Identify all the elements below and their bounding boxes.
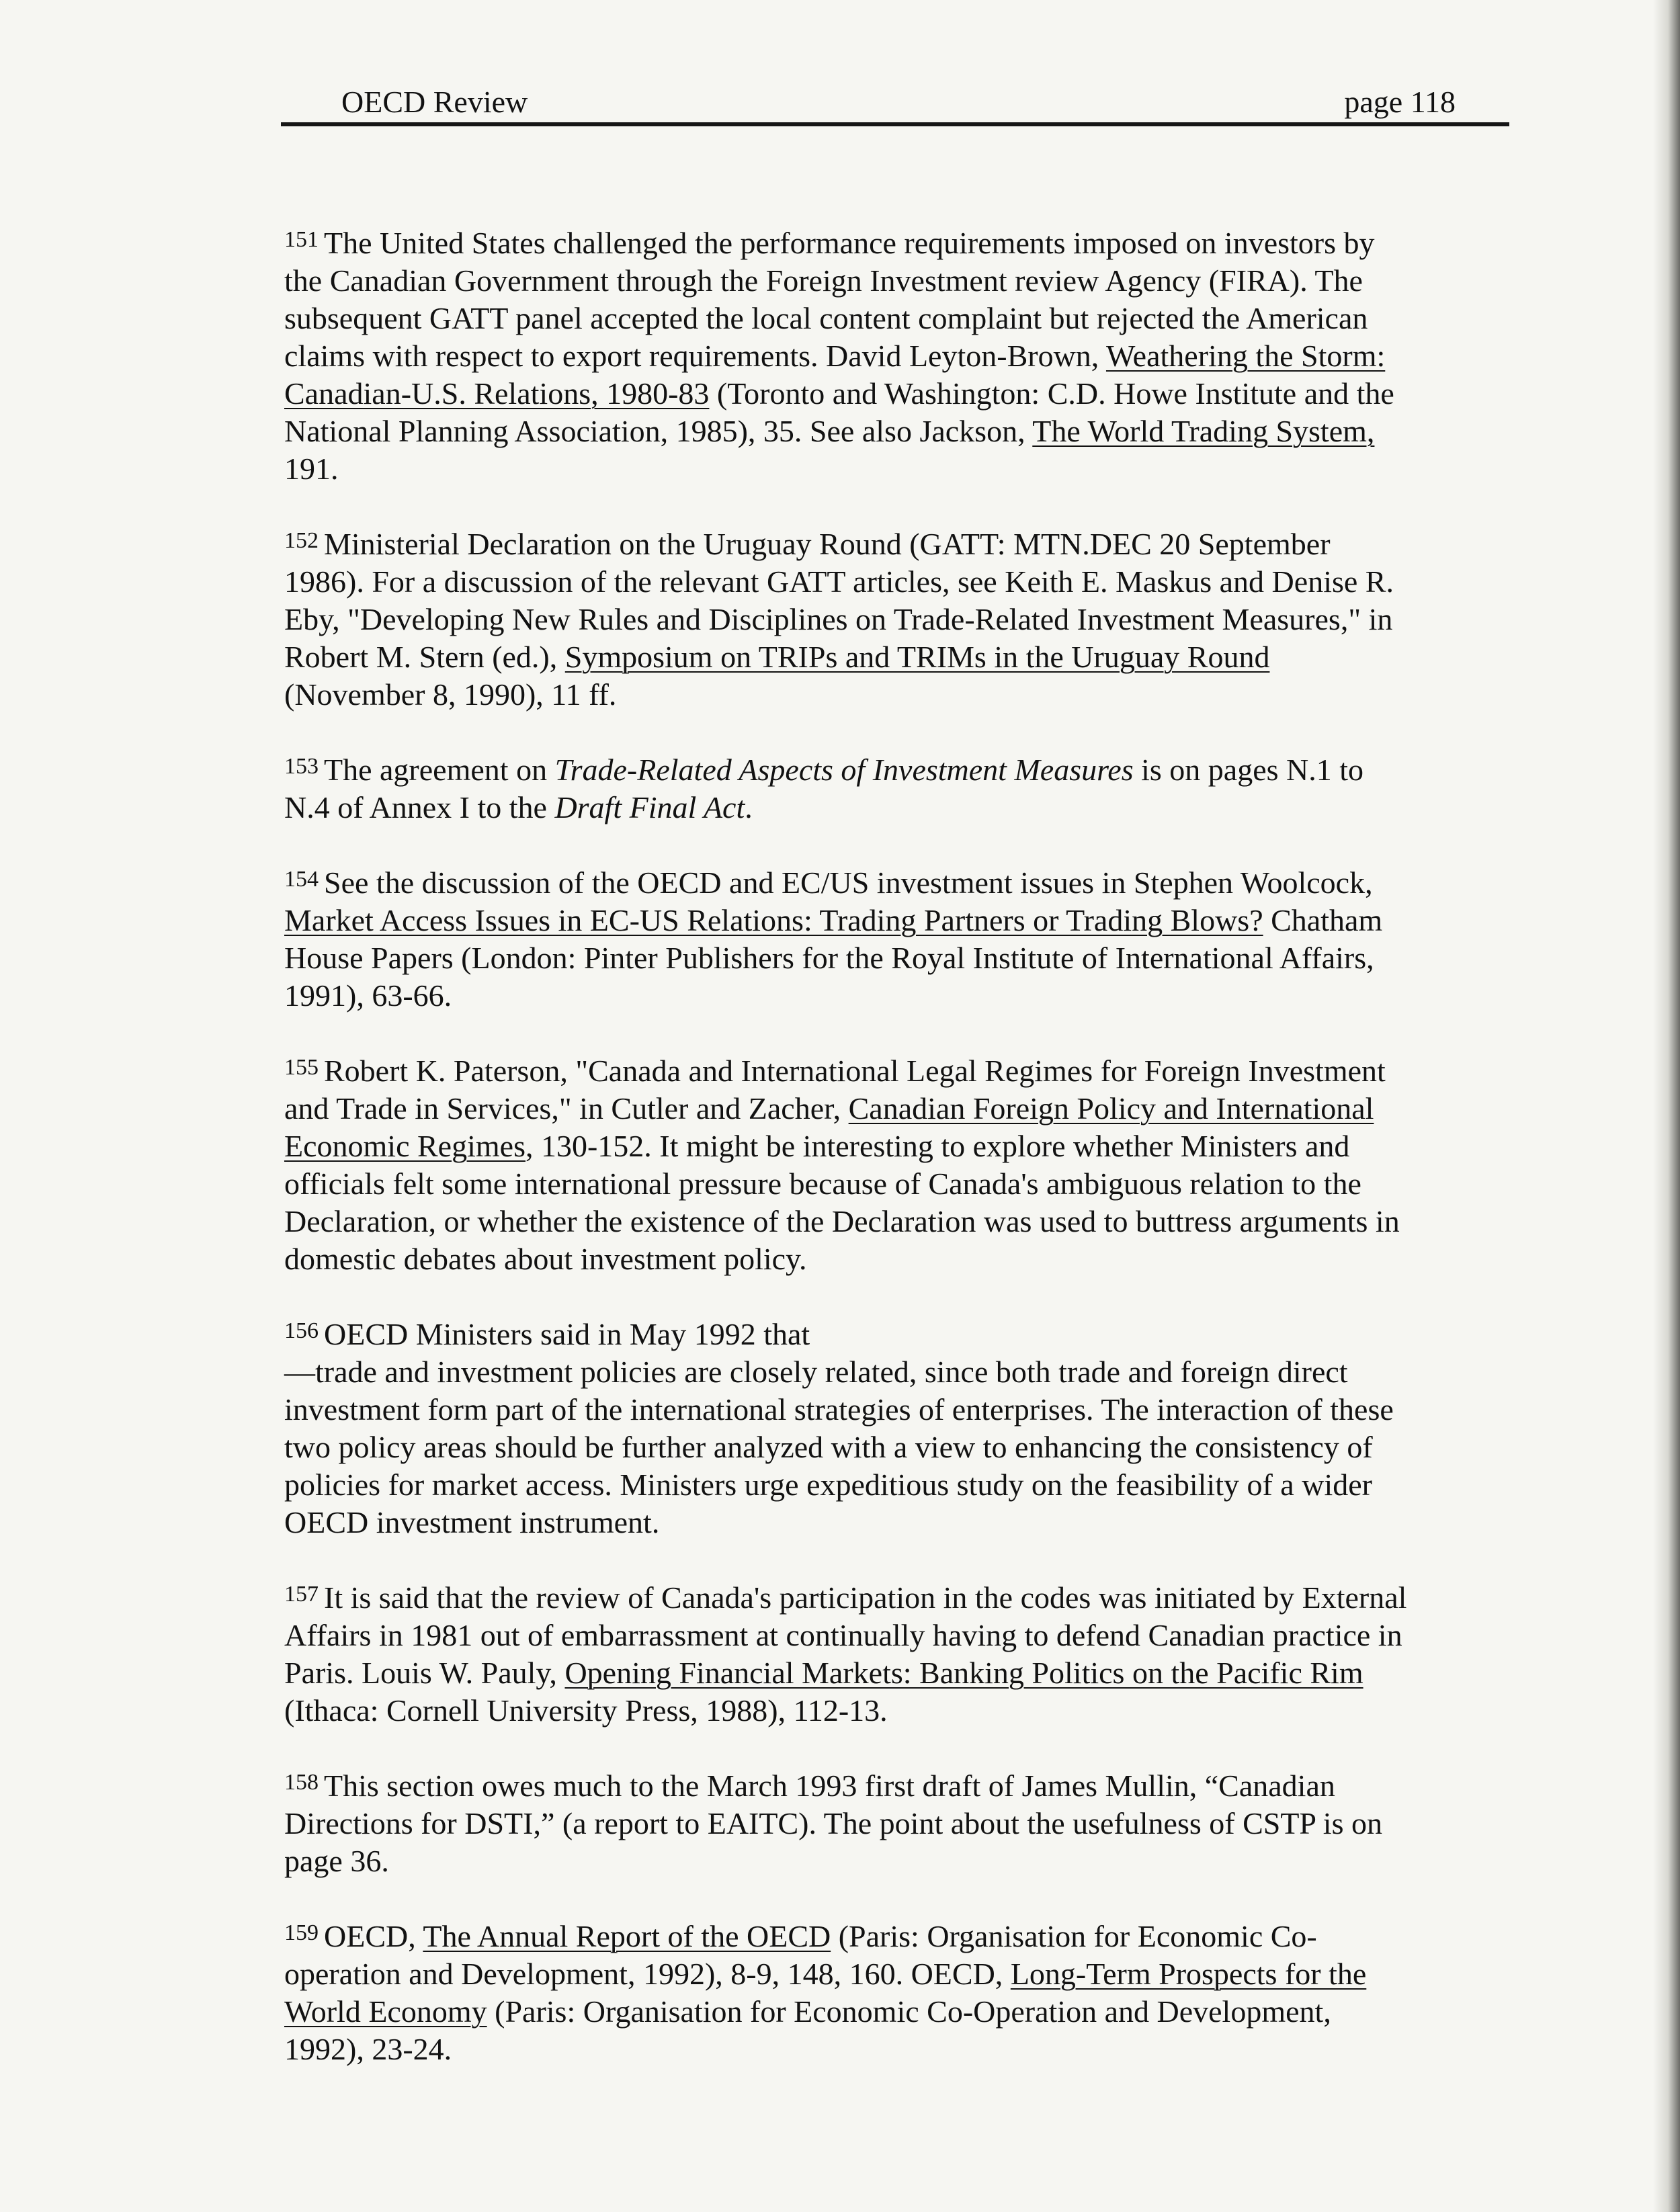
- endnote-text: Ministerial Declaration on the Uruguay Round (GATT: MTN.DEC 20 September 1986). For a discussion of the relevant GATT articles, see Keith E. Maskus and Denise R. Eby, "Developing New Rules and Disciplines on Trade-Related Investment Measures," in Robert M. Stern (ed.),: [284, 527, 1394, 674]
- italic-title: Trade-Related Aspects of Investment Measures: [554, 753, 1134, 787]
- citation-title: Long-Term Prospects for the World Economy: [284, 1957, 1367, 2029]
- endnote-text: OECD,: [324, 1919, 423, 1953]
- endnote-text: See the discussion of the OECD and EC/US investment issues in Stephen Woolcock,: [324, 865, 1373, 900]
- citation-title: The World Trading System,: [1032, 414, 1375, 448]
- endnote-text: Robert K. Paterson, "Canada and International Legal Regimes for Foreign Investment and Trade in Services," in Cutler and Zacher,: [284, 1054, 1386, 1125]
- endnote-text: is on pages N.1 to N.4 of Annex I to the: [284, 753, 1364, 824]
- endnote-number: 158: [284, 1770, 319, 1795]
- citation-title: Symposium on TRIPs and TRIMs in the Uruguay Round: [564, 640, 1270, 674]
- endnote: [284, 751, 1514, 826]
- endnote-text: The United States challenged the performance requirements imposed on investors by the Canadian Government through the Foreign Investment review Agency (FIRA). The subsequent GATT panel accepted the local content complaint but rejected the American claims with respect to export requirements. David Leyton-Brown,: [284, 226, 1375, 373]
- endnote-text: It is said that the review of Canada's participation in the codes was initiated by External Affairs in 1981 out of embarrassment at continually having to defend Canadian practice in Paris. Louis W. Pauly,: [284, 1580, 1407, 1690]
- endnote-text: This section owes much to the March 1993 first draft of James Mullin, “Canadian Directions for DSTI,” (a report to EAITC). The point about the usefulness of CSTP is on page 36.: [284, 1769, 1382, 1878]
- endnote-number: 151: [284, 227, 319, 252]
- endnote: [284, 1052, 1514, 1278]
- citation-title: The Annual Report of the OECD: [423, 1919, 831, 1953]
- endnote-number: 155: [284, 1055, 319, 1080]
- endnote: [284, 864, 1514, 1015]
- endnote-text: 191.: [284, 452, 339, 486]
- endnote-text: OECD Ministers said in May 1992 that —trade and investment policies are closely related, since both trade and foreign direct investment form part of the international strategies of enterprises. The interaction of these two policy areas should be further analyzed with a view to enhancing the consistency of policies for market access. Ministers urge expeditious study on the feasibility of a wider OECD investment instrument.: [284, 1317, 1394, 1539]
- endnote-number: 157: [284, 1582, 319, 1607]
- endnote-number: 159: [284, 1920, 319, 1945]
- citation-title: Opening Financial Markets: Banking Politics on the Pacific Rim: [564, 1656, 1363, 1690]
- endnote-text: , 130-152. It might be interesting to explore whether Ministers and officials felt some international pressure because of Canada's ambiguous relation to the Declaration, or whether the existence of the Declaration was used to buttress arguments in domestic debates about investment policy.: [284, 1129, 1400, 1276]
- endnote: [284, 224, 1514, 488]
- running-header: [281, 75, 1509, 126]
- endnote: [284, 1767, 1514, 1880]
- endnotes-list: [284, 224, 1514, 2106]
- endnote-text: The agreement on: [324, 753, 555, 787]
- endnote-text: (Toronto and Washington: C.D. Howe Institute and the National Planning Association, 1985), 35. See also Jackson,: [284, 376, 1394, 448]
- endnote-text: (Ithaca: Cornell University Press, 1988), 112-13.: [284, 1693, 888, 1728]
- citation-title: Market Access Issues in EC-US Relations: Trading Partners or Trading Blows?: [284, 903, 1263, 937]
- endnote-text: (Paris: Organisation for Economic Co-Operation and Development, 1992), 23-24.: [284, 1994, 1331, 2066]
- endnote-text: (Paris: Organisation for Economic Co- operation and Development, 1992), 8-9, 148, 160. OECD,: [284, 1919, 1317, 1991]
- endnote-number: 153: [284, 754, 319, 779]
- endnote-text: (November 8, 1990), 11 ff.: [284, 677, 617, 712]
- endnote-number: 154: [284, 867, 319, 892]
- citation-title: Canadian Foreign Policy and International Economic Regimes: [284, 1091, 1374, 1163]
- page-number: page 118: [1344, 85, 1456, 119]
- endnote: [284, 1918, 1514, 2068]
- citation-title: Weathering the Storm: Canadian-U.S. Relations, 1980-83: [284, 339, 1386, 411]
- endnote-number: 156: [284, 1318, 319, 1343]
- endnote-text: Chatham House Papers (London: Pinter Publishers for the Royal Institute of International Affairs, 1991), 63-66.: [284, 903, 1383, 1013]
- endnote-number: 152: [284, 528, 319, 553]
- header-title: OECD Review: [341, 85, 528, 119]
- endnote: [284, 1316, 1514, 1541]
- page-edge-shadow: [1653, 0, 1680, 2212]
- endnote: [284, 1579, 1514, 1730]
- endnote: [284, 525, 1514, 714]
- endnote-text: .: [745, 790, 753, 824]
- italic-title: Draft Final Act: [554, 790, 745, 824]
